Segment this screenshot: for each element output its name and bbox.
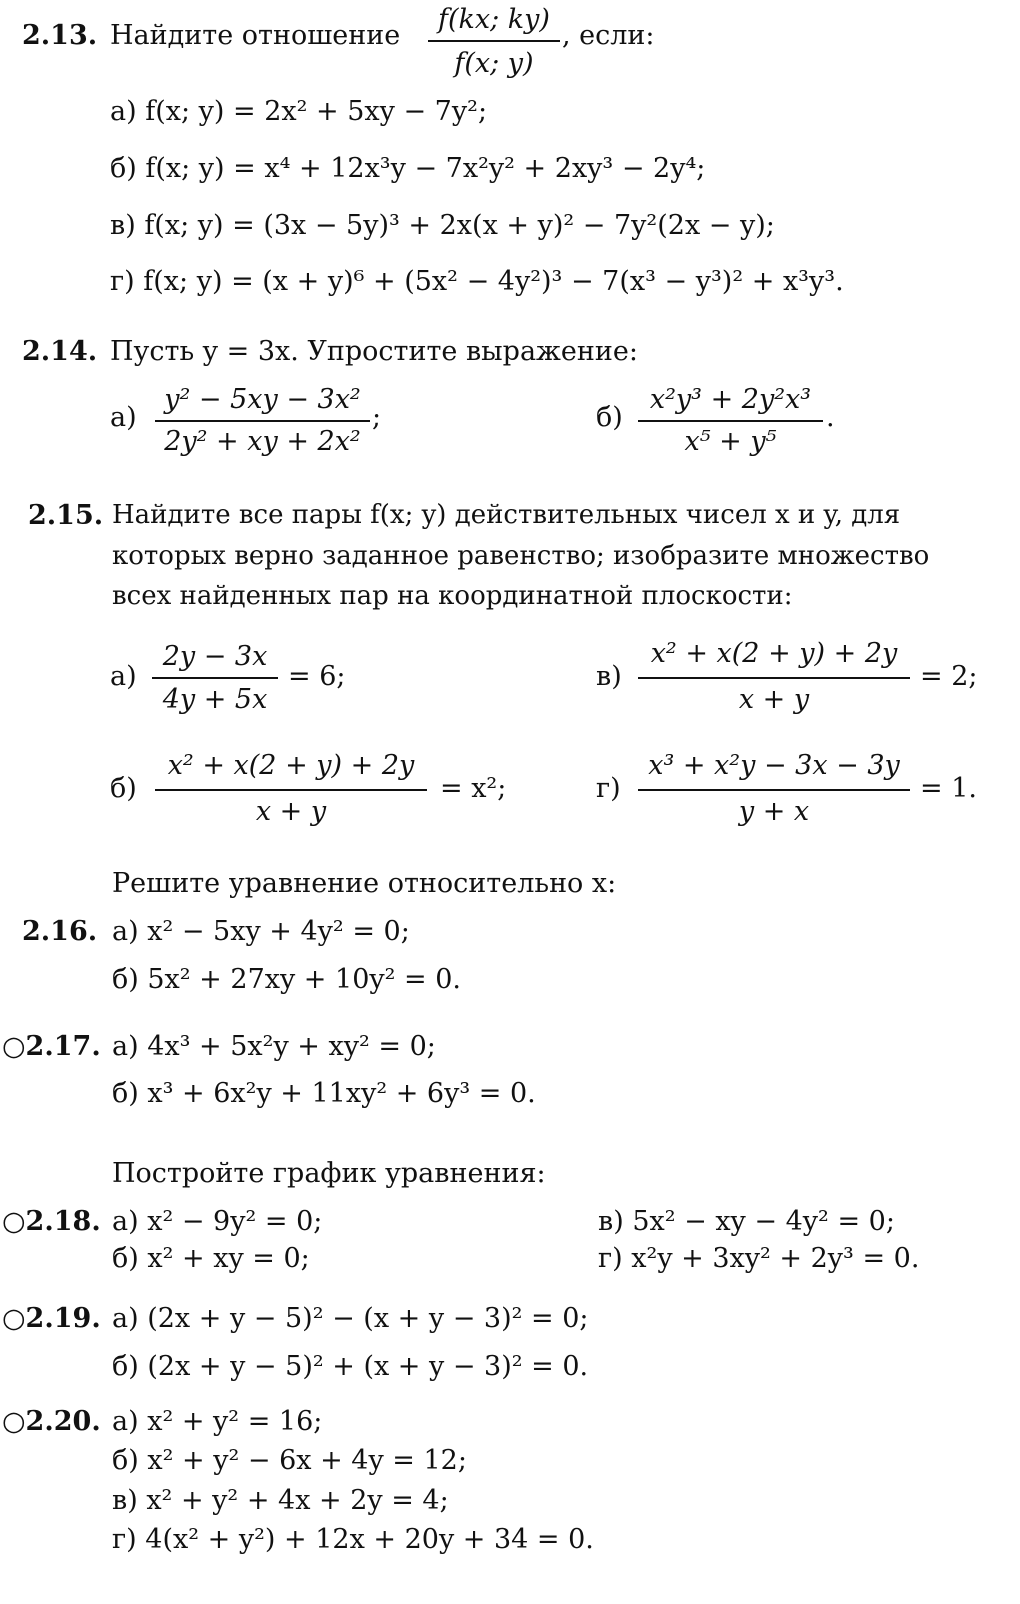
problem-2-15-c-denominator: x + y [738, 684, 810, 715]
problem-2-14-a-numerator: y² − 5xy − 3x² [164, 384, 361, 415]
problem-2-20-c: в) x² + y² + 4x + 2y = 4; [112, 1485, 449, 1516]
problem-2-14-a-fraction-bar [155, 420, 370, 422]
problem-2-13-fraction-numerator: f(kx; ky) [438, 4, 550, 35]
problem-2-13-fraction-denominator: f(x; y) [454, 48, 534, 79]
problem-2-19-b: б) (2x + y − 5)² + (x + y − 3)² = 0. [112, 1351, 589, 1382]
problem-2-18-c: в) 5x² − xy − 4y² = 0; [598, 1206, 895, 1237]
problem-2-15-b-end: = x²; [440, 773, 507, 804]
problem-2-15-d-label: г) [596, 773, 621, 804]
problem-number-2-13: 2.13. [22, 20, 98, 51]
problem-2-20-b: б) x² + y² − 6x + 4y = 12; [112, 1445, 467, 1476]
problem-2-15-b-numerator: x² + x(2 + y) + 2y [167, 750, 415, 781]
problem-2-13-tail: , если: [562, 20, 655, 51]
problem-2-16-b: б) 5x² + 27xy + 10y² = 0. [112, 964, 461, 995]
problem-2-14-b-denominator: x⁵ + y⁵ [684, 426, 777, 457]
problem-2-15-d-denominator: y + x [738, 796, 810, 827]
problem-2-15-d-numerator: x³ + x²y − 3x − 3y [648, 750, 900, 781]
problem-2-20-a: а) x² + y² = 16; [112, 1406, 323, 1437]
problem-number-2-19: ○2.19. [2, 1303, 101, 1334]
problem-2-14-intro: Пусть y = 3x. Упростите выражение: [110, 336, 638, 367]
problem-2-15-a-label: а) [110, 661, 137, 692]
problem-2-18-d: г) x²y + 3xy² + 2y³ = 0. [598, 1243, 920, 1274]
problem-2-15-b-label: б) [110, 773, 137, 804]
problem-2-15-d-fraction-bar [638, 789, 910, 791]
problem-number-2-18: ○2.18. [2, 1206, 101, 1237]
problem-2-14-a-end: ; [372, 402, 382, 433]
section-heading-solve: Решите уравнение относительно x: [112, 868, 617, 899]
problem-2-15-a-numerator: 2y − 3x [162, 641, 268, 672]
problem-2-14-a-label: а) [110, 402, 137, 433]
problem-2-14-a-denominator: 2y² + xy + 2x² [164, 426, 361, 457]
problem-2-14-b-end: . [826, 402, 835, 433]
problem-2-13-a: а) f(x; y) = 2x² + 5xy − 7y²; [110, 96, 488, 127]
problem-2-15-c-numerator: x² + x(2 + y) + 2y [650, 638, 898, 669]
problem-2-15-line-2: которых верно заданное равенство; изобразите множество [112, 541, 930, 571]
problem-number-2-20: ○2.20. [2, 1406, 101, 1437]
problem-2-15-c-fraction-bar [638, 677, 910, 679]
problem-2-20-d: г) 4(x² + y²) + 12x + 20y + 34 = 0. [112, 1524, 594, 1555]
problem-2-17-a: а) 4x³ + 5x²y + xy² = 0; [112, 1031, 436, 1062]
problem-2-15-d-end: = 1. [920, 773, 977, 804]
problem-2-13-d: г) f(x; y) = (x + y)⁶ + (5x² − 4y²)³ − 7(x³ − y³)² + x³y³. [110, 266, 844, 297]
problem-2-15-b-denominator: x + y [255, 796, 327, 827]
problem-number-2-14: 2.14. [22, 336, 98, 367]
problem-2-14-b-fraction-bar [638, 420, 823, 422]
problem-2-16-a: а) x² − 5xy + 4y² = 0; [112, 916, 410, 947]
problem-2-15-c-end: = 2; [920, 661, 978, 692]
problem-2-13-intro: Найдите отношение [110, 20, 401, 51]
problem-2-18-a: а) x² − 9y² = 0; [112, 1206, 323, 1237]
problem-2-15-a-fraction-bar [152, 677, 278, 679]
problem-number-2-16: 2.16. [22, 916, 98, 947]
section-heading-graph: Постройте график уравнения: [112, 1158, 546, 1189]
problem-2-14-b-label: б) [596, 402, 623, 433]
problem-2-15-c-label: в) [596, 661, 622, 692]
problem-2-15-line-3: всех найденных пар на координатной плоскости: [112, 581, 793, 611]
problem-2-19-a: а) (2x + y − 5)² − (x + y − 3)² = 0; [112, 1303, 589, 1334]
problem-2-15-line-1: Найдите все пары f(x; y) действительных чисел x и y, для [112, 500, 901, 530]
problem-2-15-a-end: = 6; [288, 661, 346, 692]
problem-2-15-a-denominator: 4y + 5x [162, 684, 268, 715]
problem-2-18-b: б) x² + xy = 0; [112, 1243, 310, 1274]
problem-2-14-b-numerator: x²y³ + 2y²x³ [649, 384, 812, 415]
problem-number-2-17: ○2.17. [2, 1031, 101, 1062]
problem-2-13-c: в) f(x; y) = (3x − 5y)³ + 2x(x + y)² − 7y²(2x − y); [110, 210, 775, 241]
problem-2-17-b: б) x³ + 6x²y + 11xy² + 6y³ = 0. [112, 1078, 536, 1109]
problem-number-2-15: 2.15. [28, 500, 104, 531]
problem-2-15-b-fraction-bar [155, 789, 427, 791]
problem-2-13-b: б) f(x; y) = x⁴ + 12x³y − 7x²y² + 2xy³ − 2y⁴; [110, 153, 706, 184]
problem-2-13-fraction-bar [428, 40, 560, 42]
